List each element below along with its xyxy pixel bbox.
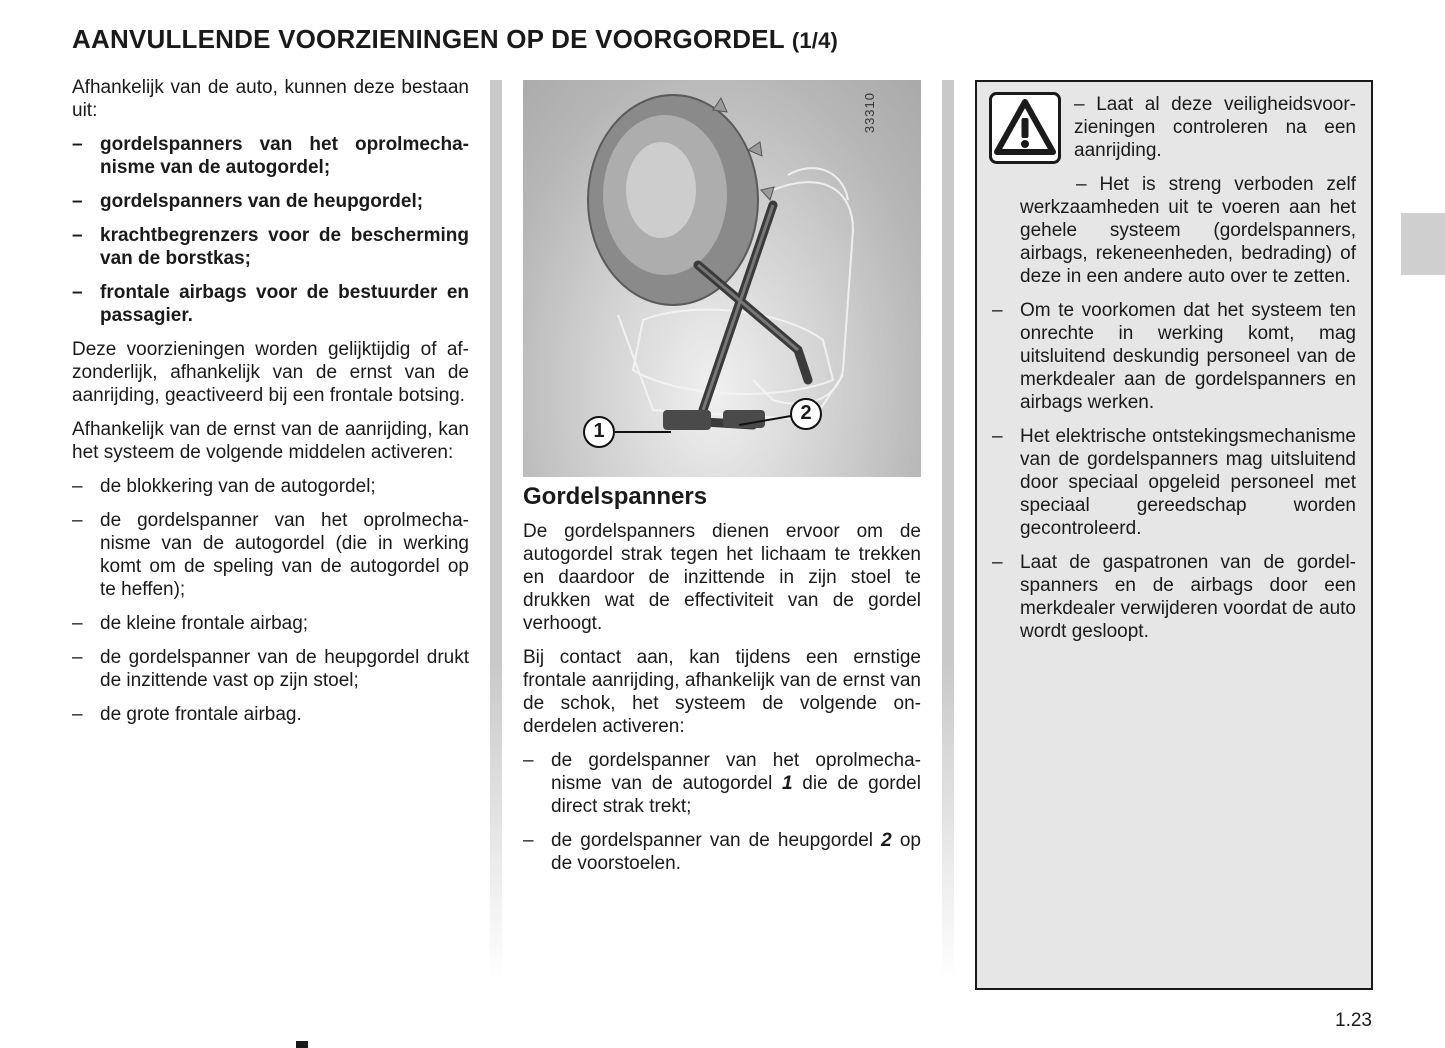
dash-glyph: –: [72, 191, 83, 212]
list-item: – de grote frontale airbag.: [72, 704, 302, 725]
list-item: – krachtbegrenzers voor de bescherming van de borstkas;: [72, 225, 469, 269]
list-item: – de kleine frontale airbag;: [72, 613, 309, 634]
dash-glyph: –: [72, 134, 83, 155]
body-paragraph: De gordelspanners dienen ervoor om de autogordel strak tegen het lichaam te trekken en daardoor de inzittende in zijn stoel te drukken wat de effectiviteit van de gordel verhoogt.: [523, 521, 921, 634]
activation-list: [72, 475, 469, 726]
list-item: – de gordelspanner van de heupgordel drukt de inzittende vast op zijn stoel;: [72, 647, 469, 691]
page-title-text: AANVULLENDE VOORZIENINGEN OP DE VOORGORDEL: [72, 24, 785, 54]
dash-glyph: –: [72, 510, 83, 531]
page-title: [72, 24, 838, 55]
page-number: 1.23: [1335, 1010, 1372, 1031]
callout-1: 1: [593, 420, 605, 442]
intro-text: Afhankelijk van de auto, kunnen deze bestaan uit:: [72, 77, 469, 121]
figure-code: 33310: [862, 92, 877, 134]
body-paragraph: Bij contact aan, kan tijdens een ernstige frontale aanrijding, afhankelijk van de ernst van de schok, het systeem de volgende onderdelen activeren:: [523, 647, 921, 737]
seatbelt-illustration: [523, 80, 921, 477]
dash-glyph: –: [72, 476, 83, 497]
seatbelt-drawing: [523, 80, 921, 477]
dash-glyph: –: [72, 647, 83, 668]
list-item: – de gordelspanner van de heupgordel 2 op de voorstoelen.: [523, 830, 921, 874]
dash-glyph: –: [992, 300, 1003, 321]
body-paragraph: Deze voorzieningen worden gelijktijdig of afzonderlijk, afhankelijk van de ernst van de aanrijding, geactiveerd bij een frontale botsing.: [72, 339, 469, 406]
body-paragraph: Afhankelijk van de ernst van de aanrijding, kan het systeem de volgende middelen activeren:: [72, 419, 469, 463]
dash-glyph: –: [992, 552, 1003, 573]
dash-glyph: –: [992, 426, 1003, 447]
dash-glyph: –: [523, 830, 534, 851]
component-list: [72, 133, 469, 327]
dash-glyph: –: [72, 704, 83, 725]
list-item: – gordelspanners van het oprolmechanisme van de autogordel;: [72, 134, 469, 178]
list-item: – de gordelspanner van het oprolmechanisme van de autogordel (die in werking komt om de speling van de autogordel op te heffen);: [72, 510, 469, 600]
callout-2: 2: [800, 402, 812, 424]
warning-item: – Het is streng verboden zelf werkzaamheden uit te voeren aan het gehele systeem (gordelspanners, airbags, rekeneenheden, bedrading) of deze in een andere auto over te zetten.: [1020, 174, 1356, 287]
pretensioner-list: [523, 749, 921, 875]
list-item: – Het elektrische ontstekingsmechanisme van de gordelspanners mag uitsluitend door speciaal opgeleid personeel met speciaal gereedschap worden gecontroleerd.: [992, 426, 1356, 539]
list-item: – Om te voorkomen dat het systeem ten onrechte in werking komt, mag uitsluitend deskundig personeel van de merkdealer aan de gordelspanners en airbags werken.: [992, 300, 1356, 413]
middle-column: [523, 520, 921, 886]
page-indicator: (1/4): [791, 28, 839, 53]
reference-number: 2: [881, 830, 892, 851]
column-divider: [490, 80, 502, 980]
list-item: – de blokkering van de autogordel;: [72, 476, 376, 497]
warning-list: [992, 299, 1356, 643]
column-divider: [942, 80, 954, 980]
dash-glyph: –: [72, 613, 83, 634]
chapter-tab: [1401, 213, 1445, 275]
list-item: – Laat de gaspatronen van de gordelspanners en de airbags door een merkdealer verwijderen voordat de auto wordt gesloopt.: [992, 552, 1356, 642]
reference-number: 1: [782, 773, 793, 794]
list-item: – de gordelspanner van het oprolmechanisme van de autogordel 1 die de gordel direct strak trekt;: [523, 750, 921, 817]
section-heading: Gordelspanners: [523, 483, 708, 510]
dash-glyph: –: [72, 225, 83, 246]
warning-text: [992, 93, 1356, 654]
list-item: – gordelspanners van de heupgordel;: [72, 191, 424, 212]
print-mark: [296, 1041, 308, 1048]
left-column: [72, 76, 469, 737]
dash-glyph: –: [523, 750, 534, 771]
list-item: – frontale airbags voor de bestuurder en passagier.: [72, 282, 469, 326]
warning-item: – Laat al deze veiligheidsvoorzieningen controleren na een aanrijding.: [1074, 94, 1356, 161]
dash-glyph: –: [72, 282, 83, 303]
